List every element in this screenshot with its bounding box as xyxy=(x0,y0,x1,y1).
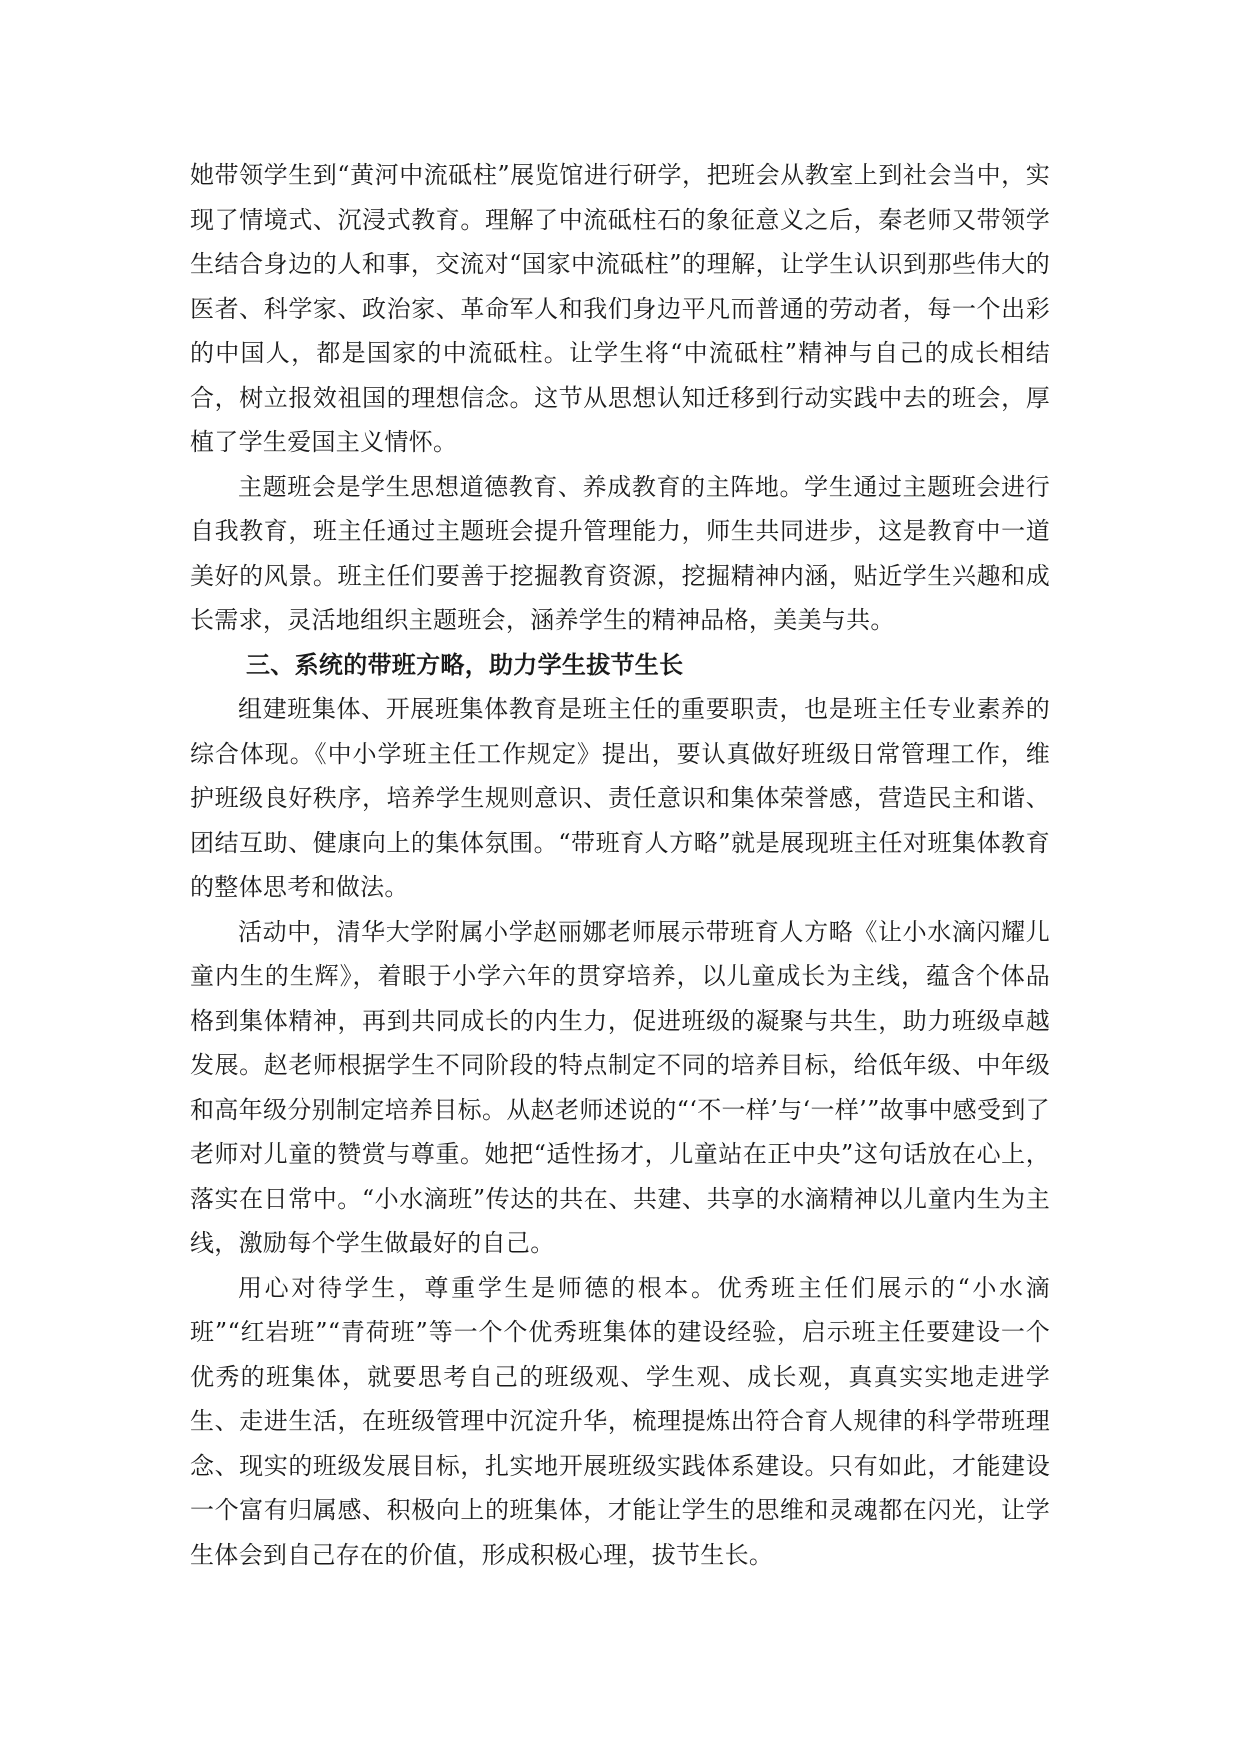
paragraph-little-water-drop: 活动中，清华大学附属小学赵丽娜老师展示带班育人方略《让小水滴闪耀儿童内生的生辉》，着眼于小学六年的贯穿培养，以儿童成长为主线，蕴含个体品格到集体精神，再到共同成长的内生力，促进班级的凝聚与共生，助力班级卓越发展。赵老师根据学生不同阶段的特点制定不同的培养目标，给低年级、中年级和高年级分别制定培养目标。从赵老师述说的“‘不一样’与‘一样’”故事中感受到了老师对儿童的赞赏与尊重。她把“适性扬才，儿童站在正中央”这句话放在心上，落实在日常中。“小水滴班”传达的共在、共建、共享的水滴精神以儿童内生为主线，激励每个学生做最好的自己。 xyxy=(190,917,1050,1257)
paragraph-class-collective: 组建班集体、开展班集体教育是班主任的重要职责，也是班主任专业素养的综合体现。《中小学班主任工作规定》提出，要认真做好班级日常管理工作，维护班级良好秩序，培养学生规则意识、责任意识和集体荣誉感，营造民主和谐、团结互助、健康向上的集体氛围。“带班育人方略”就是展现班主任对班集体教育的整体思考和做法。 xyxy=(190,695,1050,901)
section-heading: 三、系统的带班方略，助力学生拔节生长 xyxy=(246,649,684,679)
document-body xyxy=(190,153,1050,1577)
paragraph-research-trip: 她带领学生到“黄河中流砥柱”展览馆进行研学，把班会从教室上到社会当中，实现了情境式、沉浸式教育。理解了中流砥柱石的象征意义之后，秦老师又带领学生结合身边的人和事，交流对“国家中流砥柱”的理解，让学生认识到那些伟大的医者、科学家、政治家、革命军人和我们身边平凡而普通的劳动者，每一个出彩的中国人，都是国家的中流砥柱。让学生将“中流砥柱”精神与自己的成长相结合，树立报效祖国的理想信念。这节从思想认知迁移到行动实践中去的班会，厚植了学生爱国主义情怀。 xyxy=(190,161,1050,456)
paragraph-theme-class-meeting: 主题班会是学生思想道德教育、养成教育的主阵地。学生通过主题班会进行自我教育，班主任通过主题班会提升管理能力，师生共同进步，这是教育中一道美好的风景。班主任们要善于挖掘教育资源，挖掘精神内涵，贴近学生兴趣和成长需求，灵活地组织主题班会，涵养学生的精神品格，美美与共。 xyxy=(190,472,1050,634)
paragraph-teacher-ethics: 用心对待学生，尊重学生是师德的根本。优秀班主任们展示的“小水滴班”“红岩班”“青荷班”等一个个优秀班集体的建设经验，启示班主任要建设一个优秀的班集体，就要思考自己的班级观、学生观、成长观，真真实实地走进学生、走进生活，在班级管理中沉淀升华，梳理提炼出符合育人规律的科学带班理念、现实的班级发展目标，扎实地开展班级实践体系建设。只有如此，才能建设一个富有归属感、积极向上的班集体，才能让学生的思维和灵魂都在闪光，让学生体会到自己存在的价值，形成积极心理，拔节生长。 xyxy=(190,1273,1050,1569)
